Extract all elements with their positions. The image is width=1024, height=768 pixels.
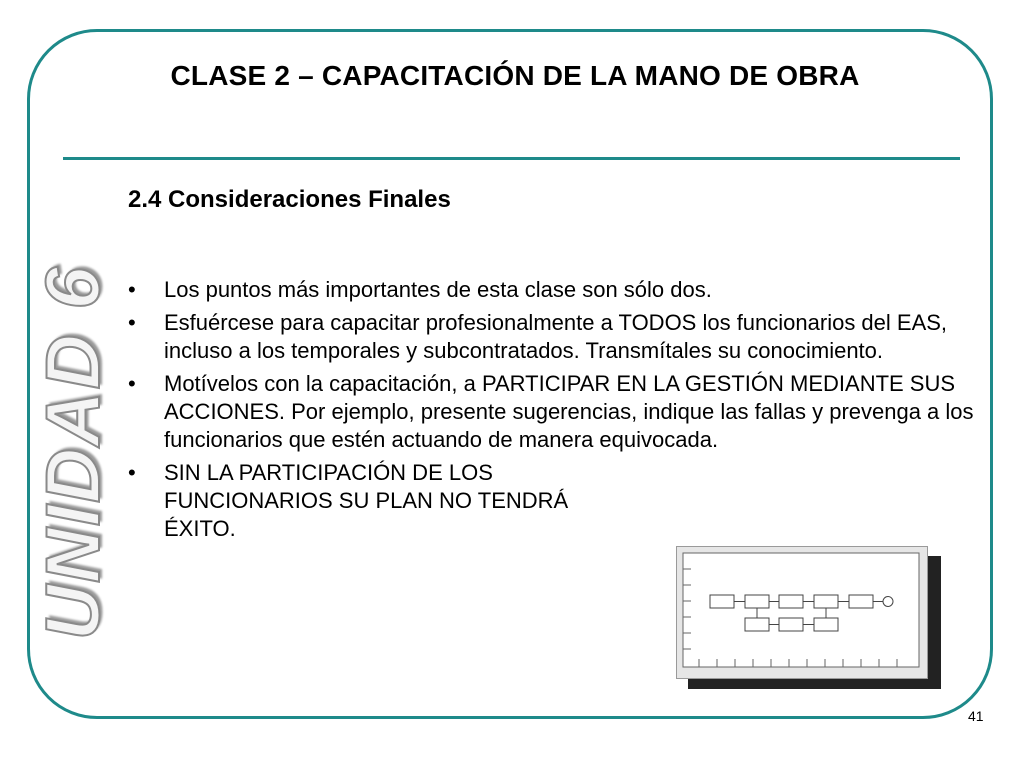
- bullet-dot: •: [128, 310, 136, 335]
- list-item: [128, 276, 988, 304]
- bullet-text: Motívelos con la capacitación, a PARTICIPAR EN LA GESTIÓN MEDIANTE SUS ACCIONES. Por ejemplo, presente sugerencias, indique las fallas y prevenga a los funcionarios que estén actuando de manera equivocada.: [164, 371, 974, 452]
- bullet-text: Esfuércese para capacitar profesionalmente a TODOS los funcionarios del EAS, incluso a los temporales y subcontratados. Transmítales su conocimiento.: [164, 310, 948, 363]
- bullet-list: [128, 276, 988, 548]
- diagram-drawing: [677, 547, 929, 680]
- list-item: [128, 309, 988, 365]
- title-divider: [63, 157, 960, 160]
- unit-side-label: UNIDAD 6: [31, 265, 116, 640]
- gantt-diagram-illustration: [676, 546, 928, 679]
- section-subtitle: 2.4 Consideraciones Finales: [128, 186, 451, 213]
- bullet-dot: •: [128, 277, 136, 302]
- bullet-dot: •: [128, 460, 136, 485]
- page-number: 41: [968, 708, 984, 724]
- bullet-dot: •: [128, 371, 136, 396]
- list-item: [128, 370, 988, 454]
- list-item: [128, 459, 634, 543]
- bullet-text: SIN LA PARTICIPACIÓN DE LOS FUNCIONARIOS SU PLAN NO TENDRÁ ÉXITO.: [164, 460, 569, 541]
- bullet-text: Los puntos más importantes de esta clase son sólo dos.: [164, 277, 712, 302]
- slide-title: CLASE 2 – CAPACITACIÓN DE LA MANO DE OBRA: [170, 60, 860, 91]
